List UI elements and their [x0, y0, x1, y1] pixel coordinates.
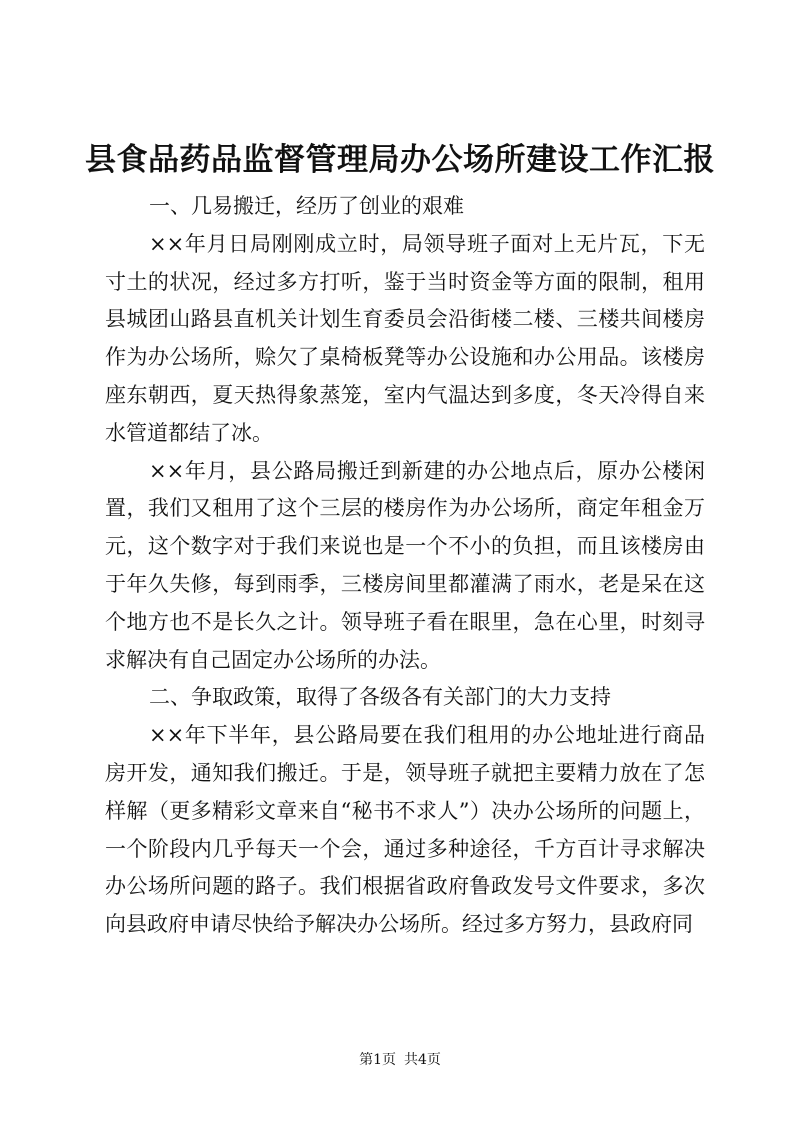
section-heading: 一、几易搬迁，经历了创业的艰难 [149, 194, 464, 218]
page-total: 共4页 [404, 1052, 441, 1068]
page-footer [0, 1050, 800, 1070]
document-body [105, 188, 705, 944]
section-heading: 二、争取政策，取得了各级各有关部门的大力支持 [149, 685, 611, 710]
paragraph: ××年月日局刚刚成立时，局领导班子面对上无片瓦，下无寸土的状况，经过多方打听，鉴于当时资金等方面的限制，租用县城团山路县直机关计划生育委员会沿街楼二楼、三楼共间楼房作为办公场所，赊欠了桌椅板凳等办公设施和办公用品。该楼房座东朝西，夏天热得象蒸笼，室内气温达到多度，冬天冷得自来水管道都结了冰。 [105, 231, 705, 445]
paragraph: ××年月，县公路局搬迁到新建的办公地点后，原办公楼闲置，我们又租用了这个三层的楼房作为办公场所，商定年租金万元，这个数字对于我们来说也是一个不小的负担，而且该楼房由于年久失修，每到雨季，三楼房间里都灌满了雨水，老是呆在这个地方也不是长久之计。领导班子看在眼里，急在心里，时刻寻求解决有自己固定办公场所的办法。 [105, 458, 705, 672]
paragraph: ××年下半年，县公路局要在我们租用的办公地址进行商品房开发，通知我们搬迁。于是，领导班子就把主要精力放在了怎样解（更多精彩文章来自“秘书不求人”）决办公场所的问题上，一个阶段内几乎每天一个会，通过多种途径，千方百计寻求解决办公场所问题的路子。我们根据省政府鲁政发号文件要求，多次向县政府申请尽快给予解决办公场所。经过多方努力，县政府同 [105, 723, 705, 937]
document-title: 县食品药品监督管理局办公场所建设工作汇报 [85, 142, 715, 178]
page-number: 第1页 [359, 1052, 396, 1068]
